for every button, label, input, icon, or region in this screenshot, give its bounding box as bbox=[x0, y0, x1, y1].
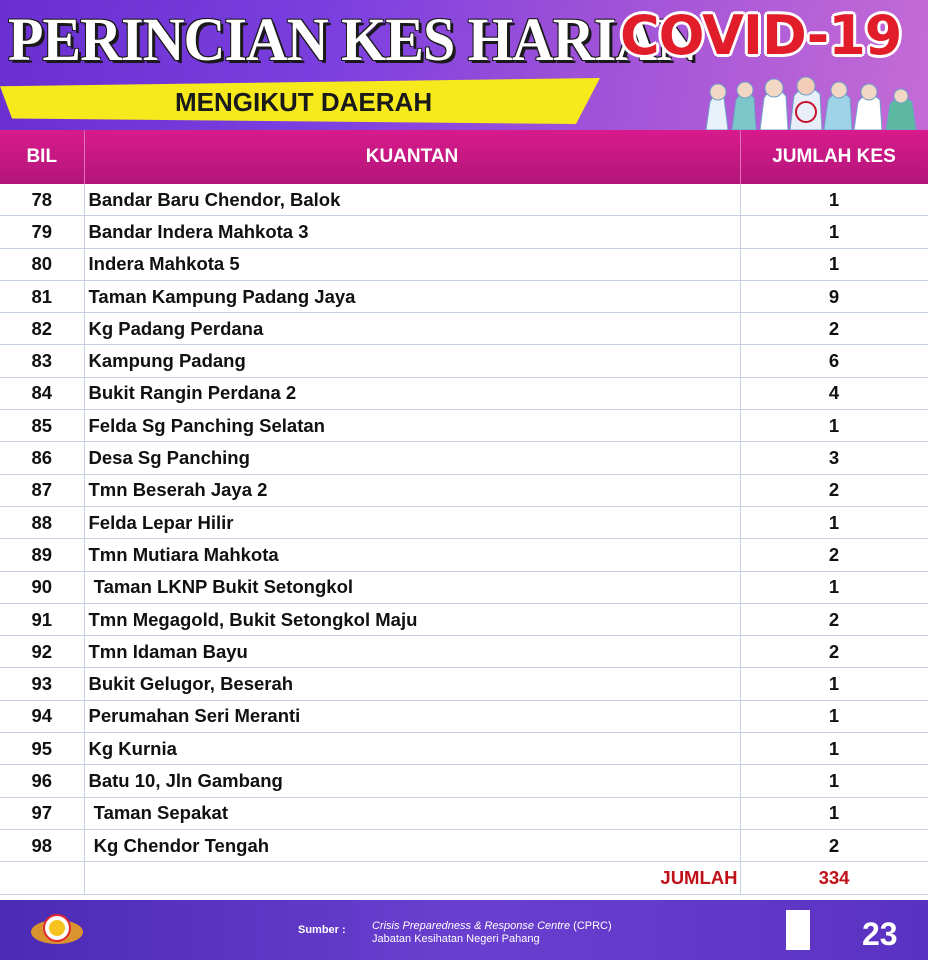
total-row bbox=[0, 862, 928, 894]
row-bil-cell: 87 bbox=[0, 474, 84, 506]
row-location-cell: Batu 10, Jln Gambang bbox=[84, 765, 740, 797]
row-location-cell: Bukit Rangin Perdana 2 bbox=[84, 377, 740, 409]
row-cases-cell: 3 bbox=[740, 442, 928, 474]
page-subtitle: MENGIKUT DAERAH bbox=[175, 87, 433, 117]
column-header-bil: BIL bbox=[0, 130, 84, 184]
row-cases-cell: 2 bbox=[740, 539, 928, 571]
table-row bbox=[0, 248, 928, 280]
row-location-cell: Bandar Indera Mahkota 3 bbox=[84, 216, 740, 248]
table-row bbox=[0, 636, 928, 668]
table-row bbox=[0, 184, 928, 216]
row-location-cell: Indera Mahkota 5 bbox=[84, 248, 740, 280]
table-row bbox=[0, 216, 928, 248]
source-org-abbr: (CPRC) bbox=[570, 920, 612, 932]
row-location-cell: Tmn Mutiara Mahkota bbox=[84, 539, 740, 571]
row-cases-cell: 2 bbox=[740, 474, 928, 506]
row-cases-cell: 2 bbox=[740, 829, 928, 861]
total-value: 334 bbox=[740, 862, 928, 894]
row-cases-cell: 2 bbox=[740, 636, 928, 668]
table-row bbox=[0, 668, 928, 700]
row-cases-cell: 1 bbox=[740, 248, 928, 280]
row-location-cell: Tmn Megagold, Bukit Setongkol Maju bbox=[84, 603, 740, 635]
row-bil-cell: 95 bbox=[0, 733, 84, 765]
row-location-cell: Felda Sg Panching Selatan bbox=[84, 410, 740, 442]
row-cases-cell: 1 bbox=[740, 506, 928, 538]
row-cases-cell: 1 bbox=[740, 700, 928, 732]
row-bil-cell: 92 bbox=[0, 636, 84, 668]
total-label: JUMLAH bbox=[84, 862, 740, 894]
row-bil-cell: 85 bbox=[0, 410, 84, 442]
row-location-cell: Bukit Gelugor, Beserah bbox=[84, 668, 740, 700]
source-org: Crisis Preparedness & Response Centre bbox=[372, 920, 571, 932]
row-bil-cell: 88 bbox=[0, 506, 84, 538]
covid-title: COVID-19 bbox=[620, 4, 902, 67]
table-row bbox=[0, 410, 928, 442]
row-location-cell: Felda Lepar Hilir bbox=[84, 506, 740, 538]
row-cases-cell: 9 bbox=[740, 280, 928, 312]
table-row bbox=[0, 603, 928, 635]
row-bil-cell: 98 bbox=[0, 829, 84, 861]
row-bil-cell: 84 bbox=[0, 377, 84, 409]
table-row bbox=[0, 377, 928, 409]
row-bil-cell: 96 bbox=[0, 765, 84, 797]
table-row bbox=[0, 571, 928, 603]
row-location-cell: Tmn Idaman Bayu bbox=[84, 636, 740, 668]
row-location-cell: Desa Sg Panching bbox=[84, 442, 740, 474]
row-bil-cell: 78 bbox=[0, 184, 84, 216]
table-row bbox=[0, 539, 928, 571]
row-cases-cell: 1 bbox=[740, 216, 928, 248]
row-location-cell: Perumahan Seri Meranti bbox=[84, 700, 740, 732]
row-bil-cell: 80 bbox=[0, 248, 84, 280]
row-bil-cell: 81 bbox=[0, 280, 84, 312]
table-row bbox=[0, 829, 928, 861]
row-cases-cell: 2 bbox=[740, 313, 928, 345]
table-row bbox=[0, 733, 928, 765]
table-row bbox=[0, 700, 928, 732]
table-row bbox=[0, 474, 928, 506]
row-location-cell: Bandar Baru Chendor, Balok bbox=[84, 184, 740, 216]
row-cases-cell: 1 bbox=[740, 410, 928, 442]
cases-table bbox=[0, 130, 928, 895]
row-bil-cell: 86 bbox=[0, 442, 84, 474]
row-location-cell: Taman Sepakat bbox=[84, 797, 740, 829]
row-cases-cell: 1 bbox=[740, 668, 928, 700]
row-bil-cell: 93 bbox=[0, 668, 84, 700]
row-location-cell: Kg Chendor Tengah bbox=[84, 829, 740, 861]
column-header-cases: JUMLAH KES bbox=[740, 130, 928, 184]
row-cases-cell: 1 bbox=[740, 184, 928, 216]
table-row bbox=[0, 765, 928, 797]
row-cases-cell: 1 bbox=[740, 797, 928, 829]
row-bil-cell: 90 bbox=[0, 571, 84, 603]
row-cases-cell: 6 bbox=[740, 345, 928, 377]
row-bil-cell: 94 bbox=[0, 700, 84, 732]
table-row bbox=[0, 280, 928, 312]
total-bil-cell bbox=[0, 862, 84, 894]
row-location-cell: Kampung Padang bbox=[84, 345, 740, 377]
row-bil-cell: 89 bbox=[0, 539, 84, 571]
table-row bbox=[0, 797, 928, 829]
row-bil-cell: 82 bbox=[0, 313, 84, 345]
source-label: Sumber : bbox=[298, 924, 346, 936]
row-bil-cell: 83 bbox=[0, 345, 84, 377]
row-location-cell: Taman LKNP Bukit Setongkol bbox=[84, 571, 740, 603]
row-bil-cell: 79 bbox=[0, 216, 84, 248]
page-title: PERINCIAN KES HARIAN bbox=[8, 5, 697, 74]
table-row bbox=[0, 506, 928, 538]
header-banner bbox=[0, 0, 928, 130]
row-cases-cell: 2 bbox=[740, 603, 928, 635]
table-header-row bbox=[0, 130, 928, 184]
row-location-cell: Tmn Beserah Jaya 2 bbox=[84, 474, 740, 506]
row-location-cell: Kg Kurnia bbox=[84, 733, 740, 765]
row-bil-cell: 91 bbox=[0, 603, 84, 635]
row-location-cell: Kg Padang Perdana bbox=[84, 313, 740, 345]
healthcare-workers-illustration bbox=[702, 72, 924, 130]
page-number: 23 bbox=[862, 916, 898, 952]
table-row bbox=[0, 345, 928, 377]
table-row bbox=[0, 442, 928, 474]
cases-table-container bbox=[0, 130, 928, 895]
source-department: Jabatan Kesihatan Negeri Pahang bbox=[372, 933, 540, 945]
row-cases-cell: 4 bbox=[740, 377, 928, 409]
column-header-location: KUANTAN bbox=[84, 130, 740, 184]
row-bil-cell: 97 bbox=[0, 797, 84, 829]
jkn-logo-icon bbox=[28, 910, 86, 950]
table-row bbox=[0, 313, 928, 345]
row-cases-cell: 1 bbox=[740, 733, 928, 765]
source-text bbox=[372, 920, 612, 946]
row-cases-cell: 1 bbox=[740, 571, 928, 603]
row-location-cell: Taman Kampung Padang Jaya bbox=[84, 280, 740, 312]
campaign-badge-icon bbox=[786, 910, 810, 950]
row-cases-cell: 1 bbox=[740, 765, 928, 797]
